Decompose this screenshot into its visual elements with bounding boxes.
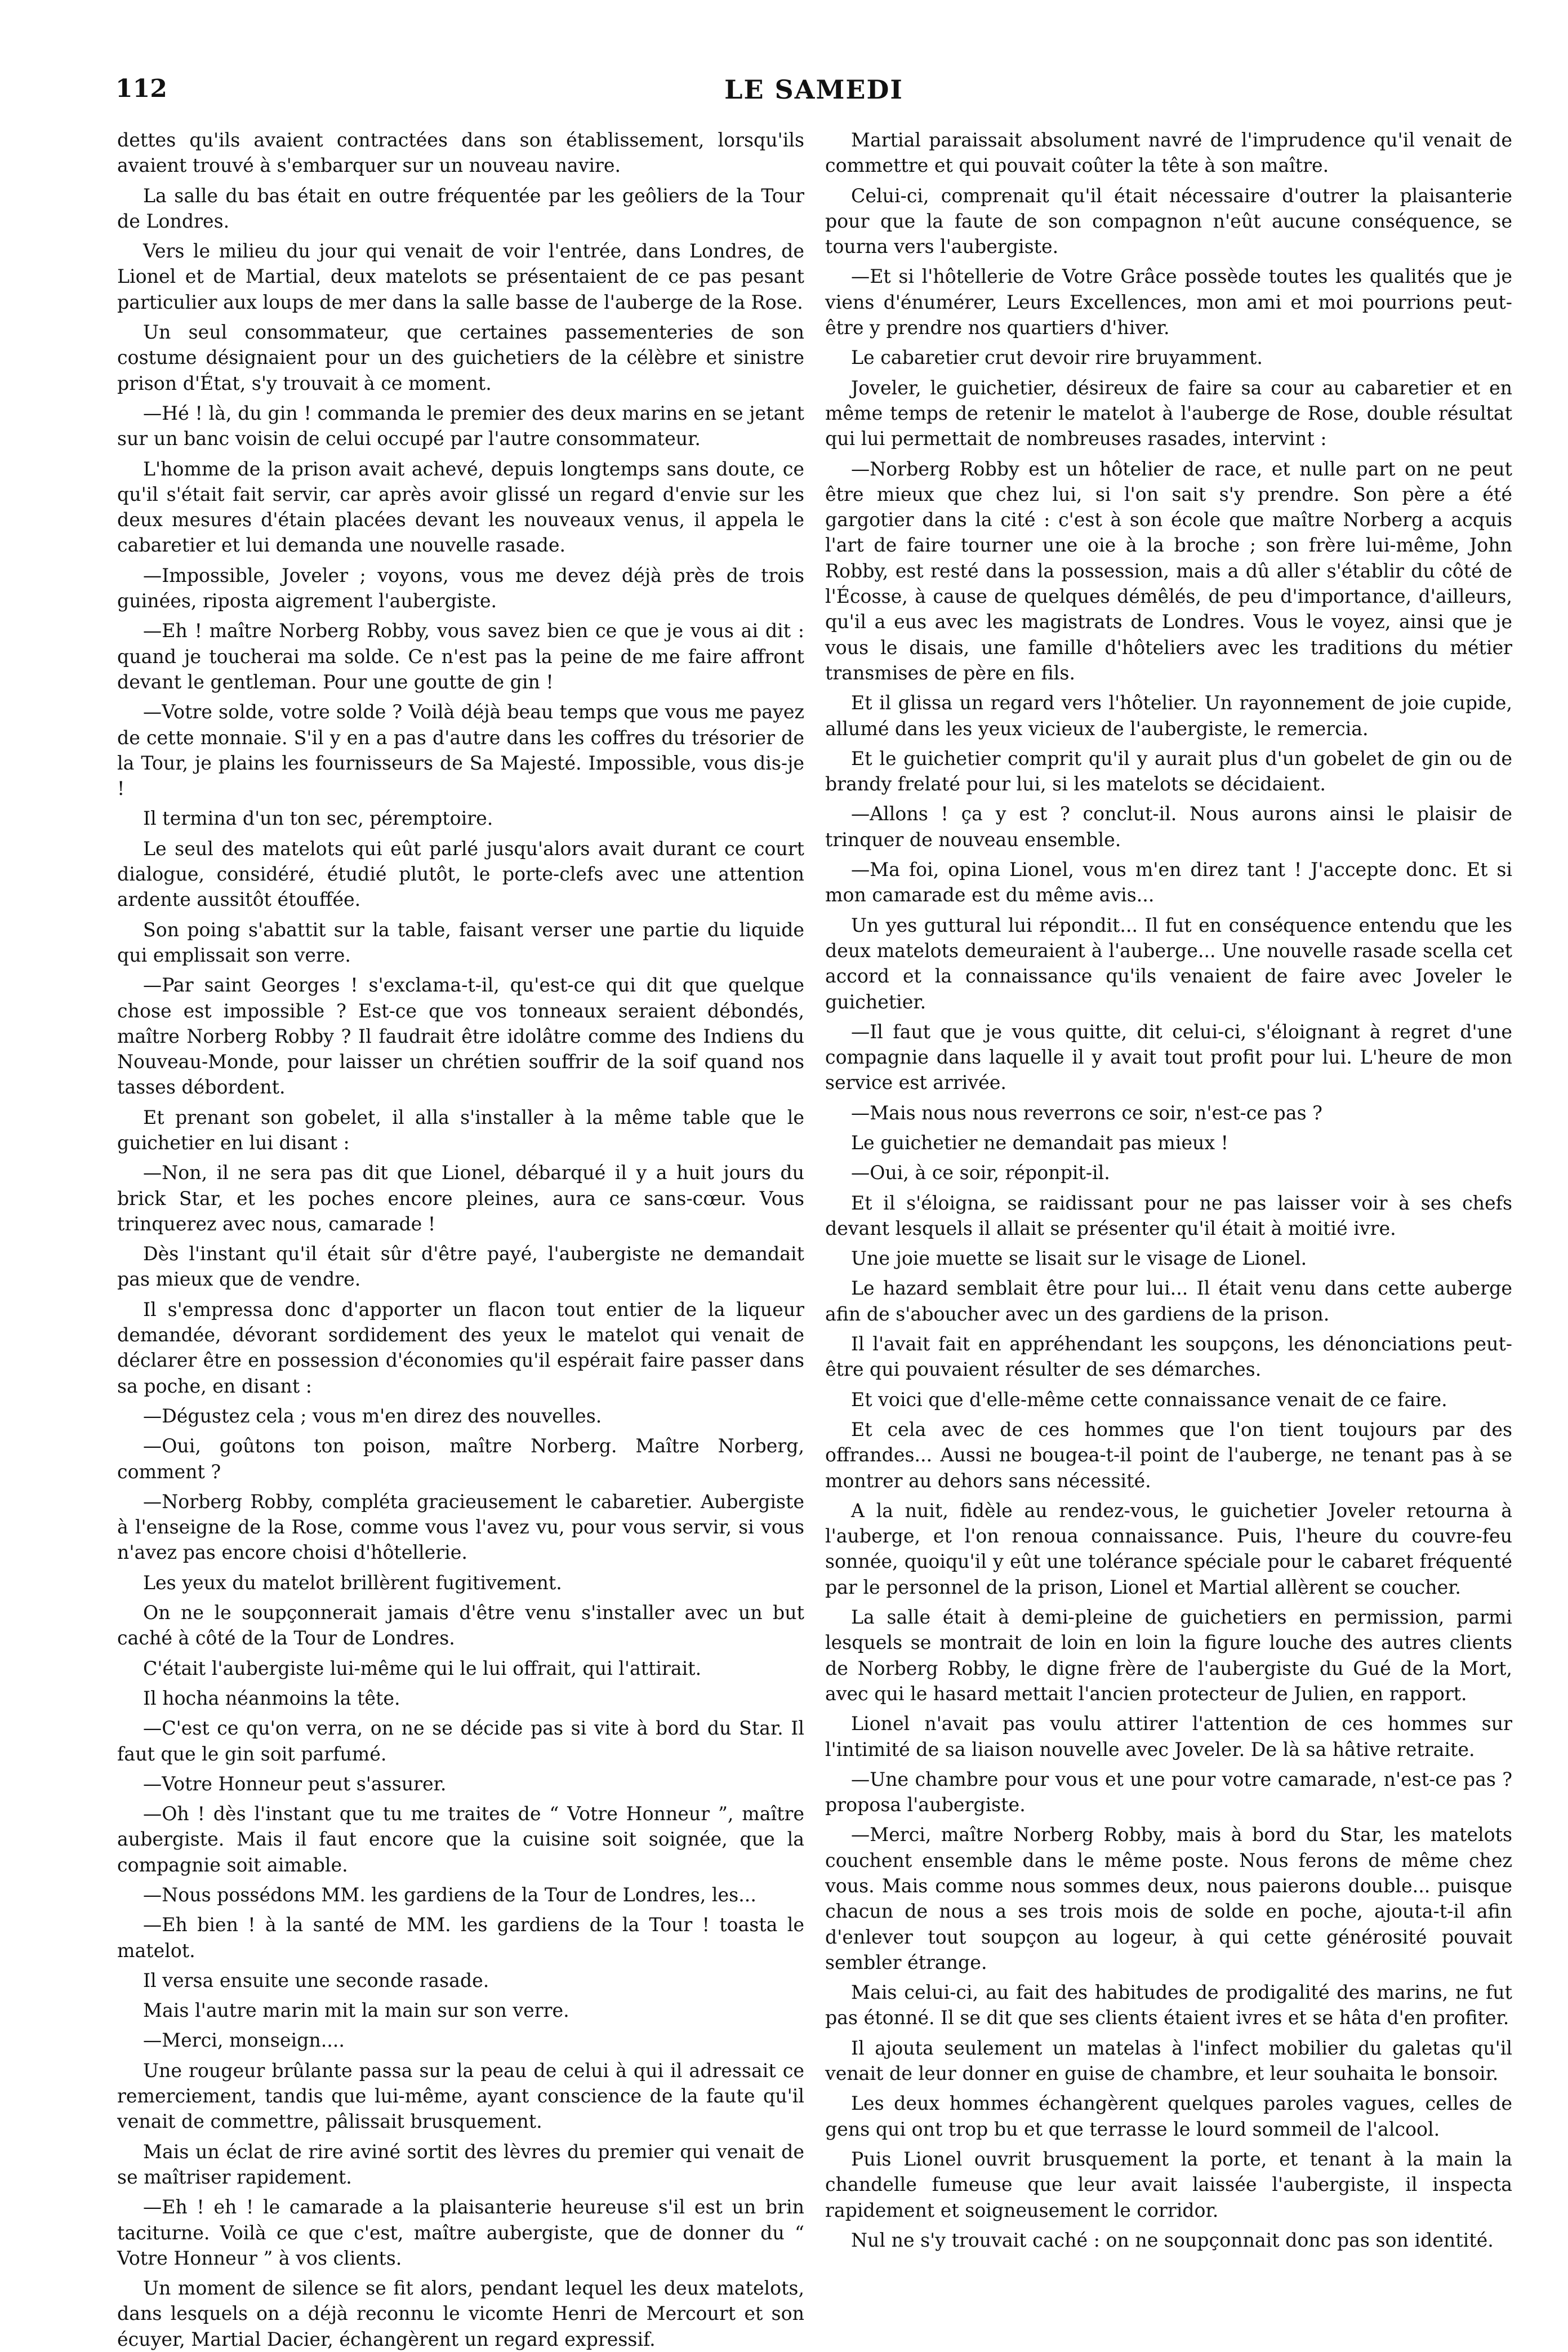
paragraph: Il versa ensuite une seconde rasade. [143,1969,489,1991]
paragraph: La salle du bas était en outre fréquentée par les geôliers de la Tour de Londres. [117,184,804,232]
paragraph: Il hocha néanmoins la tête. [143,1687,400,1709]
paragraph: Le cabaretier crut devoir rire bruyamment. [851,346,1263,369]
paragraph: Un yes guttural lui répondit... Il fut en conséquence entendu que les deux matelots demeuraient à l'auberge... Une nouvelle rasade scella cet accord et la connaissance qu'ils venaient de faire avec Joveler le guichetier. [825,914,1512,1013]
paragraph: —Hé ! là, du gin ! commanda le premier des deux marins en se jetant sur un banc voisin de celui occupé par l'autre consommateur. [117,402,804,450]
paragraph: Dès l'instant qu'il était sûr d'être payé, l'aubergiste ne demandait pas mieux que de vendre. [117,1243,804,1291]
paragraph: —Non, il ne sera pas dit que Lionel, débarqué il y a huit jours du brick Star, et les poches encore pleines, aura ce sans-cœur. Vous trinquerez avec nous, camarade ! [117,1162,804,1235]
paragraph: —Oui, goûtons ton poison, maître Norberg. Maître Norberg, comment ? [117,1435,804,1483]
paragraph: Il l'avait fait en appréhendant les soupçons, les dénonciations peut-être qui pouvaient résulter de ses démarches. [825,1333,1512,1381]
paragraph: —Eh ! eh ! le camarade a la plaisanterie heureuse s'il est un brin taciturne. Voilà ce que c'est, maître aubergiste, que de donner du “ Votre Honneur ” à vos clients. [117,2196,804,2269]
paragraph: Le seul des matelots qui eût parlé jusqu'alors avait durant ce court dialogue, considéré, étudié plutôt, le porte-clefs avec une attention ardente aussitôt étouffée. [117,837,804,911]
paragraph: —Ma foi, opina Lionel, vous m'en direz tant ! J'accepte donc. Et si mon camarade est du même avis... [825,859,1512,906]
paragraph: Mais un éclat de rire aviné sortit des lèvres du premier qui venait de se maîtriser rapidement. [117,2140,804,2188]
paragraph: —Norberg Robby, compléta gracieusement le cabaretier. Aubergiste à l'enseigne de la Rose, comme vous l'avez vu, pour vous servir, si vous n'avez pas encore choisi d'hôtellerie. [117,1490,804,1564]
paragraph: —Par saint Georges ! s'exclama-t-il, qu'est-ce qui dit que quelque chose est impossible ? Est-ce que vos tonneaux seraient débondés, maître Norberg Robby ? Il faudrait être idolâtre comme des Indiens du Nouveau-Monde, pour laisser un chrétien souffrir de la soif quand nos tasses débordent. [117,974,804,1099]
paragraph: Il termina d'un ton sec, péremptoire. [143,807,493,830]
paragraph: dettes qu'ils avaient contractées dans son établissement, lorsqu'ils avaient trouvé à s'embarquer sur un nouveau navire. [117,129,804,177]
paragraph: Les yeux du matelot brillèrent fugitivement. [143,1571,562,1594]
page-header [115,74,1512,115]
paragraph: A la nuit, fidèle au rendez-vous, le guichetier Joveler retourna à l'auberge, et l'on renoua connaissance. Puis, l'heure du couvre-feu sonnée, quoiqu'il y eût une tolérance spéciale pour le cabaret fréquenté par le personnel de la prison, Lionel et Martial allèrent se coucher. [825,1499,1512,1598]
paragraph: —Merci, maître Norberg Robby, mais à bord du Star, les matelots couchent ensemble dans le même poste. Nous ferons de même chez vous. Mais comme nous sommes deux, nous paierons double... puisque chacun de nous a ses trois mois de solde en poche, ajouta-t-il afin d'enlever tout soupçon au logeur, à qui cette générosité pouvait sembler étrange. [825,1824,1512,1973]
paragraph: —Norberg Robby est un hôtelier de race, et nulle part on ne peut être mieux que chez lui, si l'on sait s'y prendre. Son père a été gargotier dans la cité : c'est à son école que maître Norberg a acquis l'art de faire tourner une oie à la broche ; son frère lui-même, John Robby, est resté dans la possession, mais a dû aller s'établir du côté de l'Écosse, à cause de quelques démêlés, de peu d'importance, d'ailleurs, qu'il a eus avec les magistrats de Londres. Vous le voyez, ainsi que je vous le disais, une famille d'hôteliers avec les traditions du métier transmises de père en fils. [825,457,1512,684]
paragraph: Et prenant son gobelet, il alla s'installer à la même table que le guichetier en lui disant : [117,1106,804,1154]
paragraph: Son poing s'abattit sur la table, faisant verser une partie du liquide qui emplissait son verre. [117,918,804,966]
paragraph: Et il glissa un regard vers l'hôtelier. Un rayonnement de joie cupide, allumé dans les yeux vicieux de l'aubergiste, le remercia. [825,692,1512,740]
paragraph: Et voici que d'elle-même cette connaissance venait de ce faire. [851,1388,1447,1411]
paragraph: Nul ne s'y trouvait caché : on ne soupçonnait donc pas son identité. [851,2229,1494,2251]
paragraph: Lionel n'avait pas voulu attirer l'attention de ces hommes sur l'intimité de sa liaison nouvelle avec Joveler. De là sa hâtive retraite. [825,1713,1512,1760]
paragraph: —Il faut que je vous quitte, dit celui-ci, s'éloignant à regret d'une compagnie dans laquelle il y avait tout profit pour lui. L'heure de mon service est arrivée. [825,1020,1512,1094]
paragraph: Un seul consommateur, que certaines passementeries de son costume désignaient pour un des guichetiers de la célèbre et sinistre prison d'État, s'y trouvait à ce moment. [117,321,804,394]
paragraph: —Une chambre pour vous et une pour votre camarade, n'est-ce pas ? proposa l'aubergiste. [825,1768,1512,1816]
paragraph: L'homme de la prison avait achevé, depuis longtemps sans doute, ce qu'il s'était fait servir, car après avoir glissé un regard d'envie sur les deux mesures d'étain placées devant les nouveaux venus, il appela le cabaretier et lui demanda une nouvelle rasade. [117,457,804,557]
paragraph: —Eh bien ! à la santé de MM. les gardiens de la Tour ! toasta le matelot. [117,1914,804,1962]
paragraph: Il s'empressa donc d'apporter un flacon tout entier de la liqueur demandée, dévorant sordidement des yeux le matelot qui venait de déclarer être en possession d'économies qu'il espérait faire passer dans sa poche, en disant : [117,1298,804,1397]
paragraph: On ne le soupçonnerait jamais d'être venu s'installer avec un but caché à côté de la Tour de Londres. [117,1602,804,1649]
paragraph: —Allons ! ça y est ? conclut-il. Nous aurons ainsi le plaisir de trinquer de nouveau ensemble. [825,803,1512,851]
paragraph: C'était l'aubergiste lui-même qui le lui offrait, qui l'attirait. [143,1657,702,1679]
paragraph: Un moment de silence se fit alors, pendant lequel les deux matelots, dans lesquels on a déjà reconnu le vicomte Henri de Mercourt et son écuyer, Martial Dacier, échangèrent un regard expressif. [117,2277,804,2350]
paragraph: —Mais nous nous reverrons ce soir, n'est-ce pas ? [851,1101,1322,1124]
paragraph: —Oh ! dès l'instant que tu me traites de “ Votre Honneur ”, maître aubergiste. Mais il faut encore que la cuisine soit soignée, que la compagnie soit aimable. [117,1803,804,1876]
paragraph: —C'est ce qu'on verra, on ne se décide pas si vite à bord du Star. Il faut que le gin soit parfumé. [117,1717,804,1765]
paragraph: Et le guichetier comprit qu'il y aurait plus d'un gobelet de gin ou de brandy frelaté pour lui, si les matelots se décidaient. [825,747,1512,795]
paragraph: Mais l'autre marin mit la main sur son verre. [143,1999,569,2022]
paragraph: —Votre Honneur peut s'assurer. [143,1772,447,1795]
paragraph: —Impossible, Joveler ; voyons, vous me devez déjà près de trois guinées, riposta aigrement l'aubergiste. [117,564,804,612]
paragraph: —Votre solde, votre solde ? Voilà déjà beau temps que vous me payez de cette monnaie. S'il y en a pas d'autre dans les coffres du trésorier de la Tour, je plains les fournisseurs de Sa Majesté. Impossible, vous dis-je ! [117,701,804,800]
paragraph: Vers le milieu du jour qui venait de voir l'entrée, dans Londres, de Lionel et de Martial, deux matelots se présentaient de ce pas pesant particulier aux loups de mer dans la salle basse de l'auberge de la Rose. [117,240,804,313]
paragraph: Et il s'éloigna, se raidissant pour ne pas laisser voir à ses chefs devant lesquels il allait se présenter qu'il était à moitié ivre. [825,1191,1512,1239]
paragraph: —Nous possédons MM. les gardiens de la Tour de Londres, les... [143,1884,756,1906]
paragraph: Il ajouta seulement un matelas à l'infect mobilier du galetas qu'il venait de leur donner en guise de chambre, et leur souhaita le bonsoir. [825,2037,1512,2085]
paragraph: —Et si l'hôtellerie de Votre Grâce possède toutes les qualités que je viens d'énumérer, Leurs Excellences, mon ami et moi pourrions peut-être y prendre nos quartiers d'hiver. [825,265,1512,339]
paragraph: La salle était à demi-pleine de guichetiers en permission, parmi lesquels se montrait de loin en loin la figure louche des autres clients de Norberg Robby, le digne frère de l'aubergiste du Gué de la Mort, avec qui le hasard mettait l'ancien protecteur de Julien, en rapport. [825,1606,1512,1705]
text-column-right [825,127,1512,2319]
paragraph: Les deux hommes échangèrent quelques paroles vagues, celles de gens qui ont trop bu et que terrasse le lourd sommeil de l'alcool. [825,2092,1512,2140]
paragraph: Mais celui-ci, au fait des habitudes de prodigalité des marins, ne fut pas étonné. Il se dit que ses clients étaient ivres et se hâta d'en profiter. [825,1981,1512,2029]
paragraph: Une joie muette se lisait sur le visage de Lionel. [851,1247,1307,1270]
paragraph: —Eh ! maître Norberg Robby, vous savez bien ce que je vous ai dit : quand je toucherai ma solde. Ce n'est pas la peine de me faire affront devant le gentleman. Pour une goutte de gin ! [117,620,804,693]
paragraph: —Dégustez cela ; vous m'en direz des nouvelles. [143,1404,602,1427]
running-title: LE SAMEDI [724,74,903,105]
paragraph: —Merci, monseign.... [143,2029,345,2052]
paragraph: Le hazard semblait être pour lui... Il était venu dans cette auberge afin de s'aboucher avec un des gardiens de la prison. [825,1277,1512,1325]
paragraph: Et cela avec de ces hommes que l'on tient toujours par des offrandes... Aussi ne bougea-t-il point de l'auberge, ne tenant pas à se montrer au dehors sans nécessité. [825,1418,1512,1492]
page-number: 112 [115,74,167,103]
paragraph: —Oui, à ce soir, réponpit-il. [851,1162,1110,1184]
text-column-left [117,127,804,2350]
paragraph: Martial paraissait absolument navré de l'imprudence qu'il venait de commettre et qui pouvait coûter la tête à son maître. [825,129,1512,177]
paragraph: Une rougeur brûlante passa sur la peau de celui à qui il adressait ce remerciement, tandis que lui-même, ayant conscience de la faute qu'il venait de commettre, pâlissait brusquement. [117,2059,804,2133]
paragraph: Le guichetier ne demandait pas mieux ! [851,1131,1228,1154]
paragraph: Celui-ci, comprenait qu'il était nécessaire d'outrer la plaisanterie pour que la faute de son compagnon n'eût aucune conséquence, se tourna vers l'aubergiste. [825,184,1512,258]
paragraph: Puis Lionel ouvrit brusquement la porte, et tenant à la main la chandelle fumeuse que leur avait laissée l'aubergiste, il inspecta rapidement et soigneusement le corridor. [825,2148,1512,2221]
paragraph: Joveler, le guichetier, désireux de faire sa cour au cabaretier et en même temps de retenir le matelot à l'auberge de Rose, double résultat qui lui permettait de nombreuses rasades, intervint : [825,376,1512,450]
